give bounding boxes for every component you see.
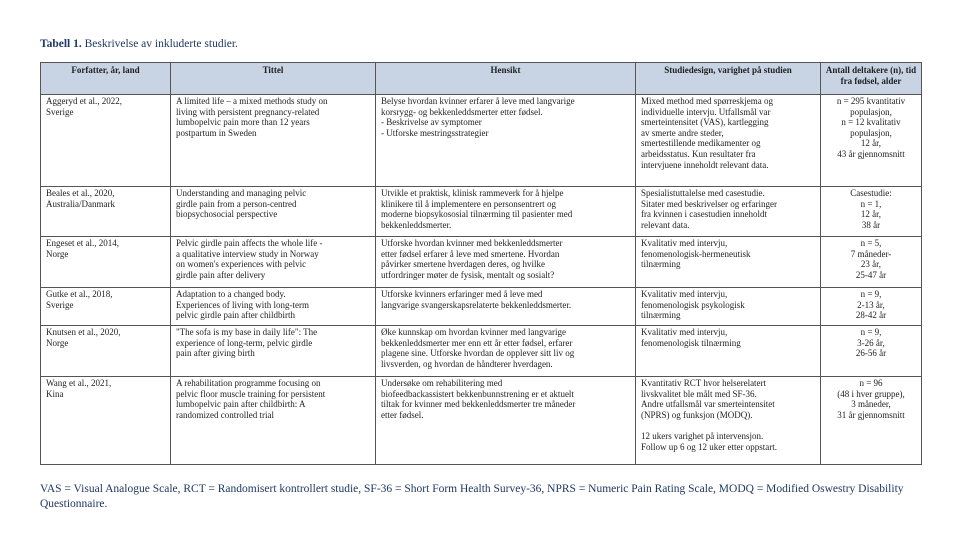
header-author: Forfatter, år, land [41,63,171,95]
cell-design: Spesialistuttalelse med casestudie. Sitater med beskrivelser og erfaringer fra kvinnen i casestudien inneholdt relevant data. [636,187,821,237]
cell-author: Beales et al., 2020, Australia/Danmark [41,187,171,237]
cell-aim: Utforske hvordan kvinner med bekkenleddsmerter etter fødsel erfarer å leve med smertene. Hvordan påvirker smertene hverdagen deres, og hvilke utfordringer møter de fysisk, mentalt og sosialt? [376,237,636,288]
cell-participants: n = 295 kvantitativ populasjon, n = 12 kvalitativ populasjon, 12 år, 43 år gjennomsnitt [821,95,922,187]
header-aim: Hensikt [376,63,636,95]
cell-title: A limited life – a mixed methods study on living with persistent pregnancy-related lumbopelvic pain more than 12 years postpartum in Sweden [171,95,376,187]
cell-participants: n = 9, 2-13 år, 28-42 år [821,288,922,326]
table-row [41,377,922,465]
cell-participants: Casestudie: n = 1, 12 år, 38 år [821,187,922,237]
cell-design: Kvantitativ RCT hvor helserelatert livskvalitet ble målt med SF-36. Andre utfallsmål var smerteintensitet (NPRS) og funksjon (MODQ). 12 ukers varighet på intervensjon. Follow up 6 og 12 uker etter oppstart. [636,377,821,465]
cell-author: Engeset et al., 2014, Norge [41,237,171,288]
cell-author: Wang et al., 2021, Kina [41,377,171,465]
header-row [41,63,922,95]
cell-title: Adaptation to a changed body. Experiences of living with long-term pelvic girdle pain after childbirth [171,288,376,326]
cell-author: Knutsen et al., 2020, Norge [41,326,171,377]
cell-design: Mixed method med spørreskjema og individuelle intervju. Utfallsmål var smerteintensitet (VAS), kartlegging av smerte andre steder, smertestillende medikamenter og arbeidsstatus. Kun resultater fra intervjuene inneholdt relevant data. [636,95,821,187]
table-row [41,187,922,237]
cell-aim: Øke kunnskap om hvordan kvinner med langvarige bekkenleddsmerter mer enn ett år etter fødsel, erfarer plagene sine. Utforske hvordan de opplever sitt liv og livsverden, og hvordan de håndterer hverdagen. [376,326,636,377]
cell-aim: Undersøke om rehabilitering med biofeedbackassistert bekkenbunnstrening er et aktuelt tiltak for kvinner med bekkenleddsmerter tre måneder etter fødsel. [376,377,636,465]
table-row [41,326,922,377]
studies-table [40,62,922,465]
cell-title: A rehabilitation programme focusing on pelvic floor muscle training for persistent lumbopelvic pain after childbirth: A randomized controlled trial [171,377,376,465]
cell-title: "The sofa is my base in daily life": The experience of long-term, pelvic girdle pain after giving birth [171,326,376,377]
cell-title: Pelvic girdle pain affects the whole life - a qualitative interview study in Norway on women's experiences with pelvic girdle pain after delivery [171,237,376,288]
caption-label: Tabell 1. [40,38,82,50]
cell-aim: Utvikle et praktisk, klinisk rammeverk for å hjelpe klinikere til å implementere en personsentrert og moderne biopsykososial tilnærming til pasienter med bekkenleddsmerter. [376,187,636,237]
cell-aim: Belyse hvordan kvinner erfarer å leve med langvarige korsrygg- og bekkenleddsmerter etter fødsel. - Beskrivelse av symptomer - Utforske mestringsstrategier [376,95,636,187]
cell-author: Gutke et al., 2018, Sverige [41,288,171,326]
table-row [41,95,922,187]
table-row [41,237,922,288]
table-row [41,288,922,326]
cell-participants: n = 5, 7 måneder- 23 år, 25-47 år [821,237,922,288]
caption-text: Beskrivelse av inkluderte studier. [84,38,238,50]
cell-author: Aggeryd et al., 2022, Sverige [41,95,171,187]
header-title: Tittel [171,63,376,95]
table-footnote: VAS = Visual Analogue Scale, RCT = Randomisert kontrollert studie, SF-36 = Short Form Health Survey-36, NPRS = Numeric Pain Rating Scale, MODQ = Modified Oswestry Disability Questionnaire. [40,483,904,510]
cell-title: Understanding and managing pelvic girdle pain from a person-centred biopsychosocial perspective [171,187,376,237]
header-participants: Antall deltakere (n), tid fra fødsel, alder [821,63,922,95]
cell-aim: Utforske kvinners erfaringer med å leve med langvarige svangerskapsrelaterte bekkenleddsmerter. [376,288,636,326]
table-caption [40,38,238,50]
cell-design: Kvalitativ med intervju, fenomenologisk psykologisk tilnærming [636,288,821,326]
cell-design: Kvalitativ med intervju, fenomenologisk-hermeneutisk tilnærming [636,237,821,288]
cell-participants: n = 9, 3-26 år, 26-56 år [821,326,922,377]
header-design: Studiedesign, varighet på studien [636,63,821,95]
cell-participants: n = 96 (48 i hver gruppe), 3 måneder, 31 år gjennomsnitt [821,377,922,465]
cell-design: Kvalitativ med intervju, fenomenologisk tilnærming [636,326,821,377]
